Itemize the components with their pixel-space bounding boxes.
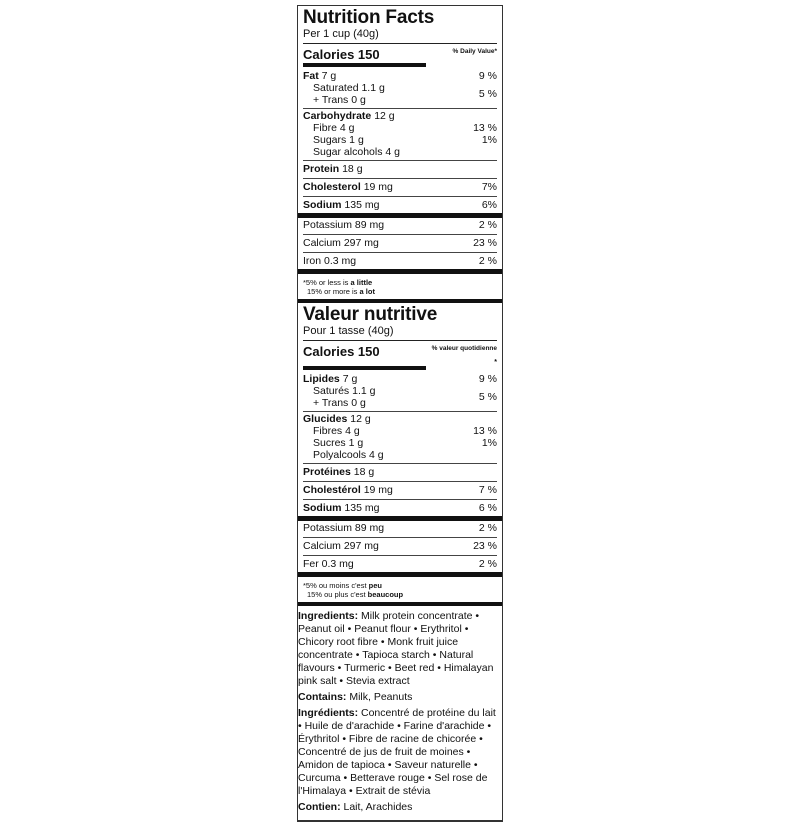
nutrient-pct: 2 % [478,255,497,267]
nutrient-pct: 7% [481,181,497,193]
panel-title: Valeur nutritive [303,304,438,325]
footnote [303,274,497,299]
carbohydrate-row [303,413,497,425]
nutrient-amount: 7 g [321,70,337,82]
sugars-row [303,134,497,146]
nutrient-pct: 1% [481,134,497,146]
ingredients-text: Milk protein concentrate • Peanut oil • Peanut flour • Erythritol • Chicory root fibre • Monk fruit juice concentrate • Tapioca starch • Natural flavours • Turmeric • Beet red • Himalayan pink salt • Stevia extract [298,610,494,687]
divider [303,252,497,253]
contains-en [298,691,502,704]
divider [303,196,497,197]
nutrient-name: Fibres 4 g [313,425,360,437]
sodium-row [303,198,497,212]
nutrient-amount: 19 mg [363,181,393,193]
nutrient-amount: 19 mg [363,484,393,496]
trans-row: + Trans 0 g [313,94,366,106]
sugar-alcohols-row [303,146,497,158]
fat-row [303,373,497,385]
fibre-row [303,425,497,437]
nutrient-name: Cholesterol [303,181,361,193]
footnote-emphasis: beaucoup [367,590,404,599]
calories-bar [303,366,426,370]
divider [303,555,497,556]
footnote-emphasis: peu [368,581,382,590]
nutrient-amount: 12 g [350,413,371,425]
nutrient-name: Calcium 297 mg [303,540,379,552]
nutrient-amount: 18 g [342,163,363,175]
ingredients-label: Ingrédients: [298,707,359,719]
nutrient-amount: 135 mg [344,199,380,211]
saturated-row: Saturated 1.1 g [313,82,385,94]
contains-text: Milk, Peanuts [346,691,413,703]
nutrient-name: Fibre 4 g [313,122,355,134]
nutrient-name: Fer 0.3 mg [303,558,354,570]
contains-label: Contains: [298,691,347,703]
nutrient-name: Protéines [303,466,351,478]
divider [303,481,497,482]
nutrient-name: Fat [303,70,319,82]
divider [303,537,497,538]
sugars-row [303,437,497,449]
protein-row [303,465,497,479]
protein-row [303,162,497,176]
nutrient-name: Carbohydrate [303,110,372,122]
calories-label: Calories 150 [303,47,380,62]
nutrient-pct: 7 % [478,484,497,496]
calories-row [303,44,497,63]
nutrient-name: Polyalcools 4 g [313,449,384,461]
ingredients-en [298,610,502,688]
nutrient-pct: 6% [481,199,497,211]
nutrient-name: Sugar alcohols 4 g [313,146,400,158]
potassium-row [303,521,497,535]
contains-label: Contien: [298,801,341,813]
calcium-row [303,236,497,250]
daily-value-header: % Daily Value* [452,48,497,55]
nutrient-pct: 9 % [478,70,497,82]
sugar-alcohols-row [303,449,497,461]
nutrient-pct: 9 % [478,373,497,385]
calories-row [303,341,497,360]
nutrient-name: Lipides [303,373,340,385]
fibre-row [303,122,497,134]
nutrient-name: Cholestérol [303,484,361,496]
nutrient-pct: 2 % [478,522,497,534]
nutrient-name: Sucres 1 g [313,437,364,449]
nutrient-amount: 7 g [342,373,358,385]
ingredients-panel [298,606,502,820]
sodium-row [303,501,497,515]
nutrient-amount: 18 g [353,466,375,478]
iron-row [303,557,497,571]
nutrient-name: Sodium [303,502,342,514]
nutrition-label [297,5,503,822]
daily-value-asterisk: * [494,359,497,366]
potassium-row [303,218,497,232]
divider [303,108,497,109]
valeur-nutritive-panel [298,304,502,602]
nutrient-pct: 6 % [478,502,497,514]
panel-title: Nutrition Facts [303,7,435,28]
nutrient-name: Glucides [303,413,348,425]
cholesterol-row [303,483,497,497]
nutrient-amount: 135 mg [344,502,380,514]
section-divider [298,299,502,303]
fat-row [303,70,497,82]
divider [303,178,497,179]
footnote-text: *5% ou moins c'est [303,581,369,590]
nutrient-name: Iron 0.3 mg [303,255,357,267]
cholesterol-row [303,180,497,194]
ingredients-fr [298,707,502,798]
nutrient-name: Sugars 1 g [313,134,364,146]
divider [303,160,497,161]
sat-trans-pct: 5 % [478,88,497,100]
nutrient-name: Sodium [303,199,342,211]
sat-trans-group [303,385,497,409]
footnote-emphasis: a lot [359,287,375,296]
serving-size: Per 1 cup (40g) [303,28,497,44]
nutrient-pct: 23 % [473,540,497,552]
footnote-emphasis: a little [350,278,373,287]
nutrient-pct: 13 % [473,425,497,437]
carbohydrate-row [303,110,497,122]
nutrient-pct: 1% [481,437,497,449]
divider [303,411,497,412]
nutrient-pct: 13 % [473,122,497,134]
nutrient-pct: 2 % [478,219,497,231]
sat-trans-pct: 5 % [478,391,497,403]
divider [303,234,497,235]
calories-bar [303,63,426,67]
nutrient-pct: 2 % [478,558,497,570]
calcium-row [303,539,497,553]
footnote-text: 15% ou plus c'est [307,590,368,599]
nutrition-facts-panel [298,7,502,299]
daily-value-header: % valeur quotidienne [431,345,497,352]
saturated-row: Saturés 1.1 g [313,385,376,397]
iron-row [303,254,497,268]
nutrient-name: Calcium 297 mg [303,237,379,249]
divider [303,463,497,464]
nutrient-pct: 23 % [473,237,497,249]
ingredients-label: Ingredients: [298,610,359,622]
divider [303,499,497,500]
footnote-text: 15% or more is [307,287,360,296]
calories-label: Calories 150 [303,344,380,359]
ingredients-text: Concentré de protéine du lait • Huile de d'arachide • Farine d'arachide • Érythritol • Fibre de racine de chicorée • Concentré de jus de fruit de moines • Amidon de tapioca • Saveur naturelle • Curcuma • Betterave rouge • Sel rose de l'Himalaya • Extrait de stévia [298,707,496,797]
nutrient-name: Potassium 89 mg [303,219,385,231]
serving-size: Pour 1 tasse (40g) [303,325,497,341]
footnote [303,577,497,602]
footnote-text: *5% or less is [303,278,351,287]
nutrient-name: Potassium 89 mg [303,522,385,534]
contains-fr [298,801,502,814]
trans-row: + Trans 0 g [313,397,366,409]
contains-text: Lait, Arachides [340,801,413,813]
sat-trans-group [303,82,497,106]
nutrient-name: Protein [303,163,340,175]
nutrient-amount: 12 g [374,110,395,122]
